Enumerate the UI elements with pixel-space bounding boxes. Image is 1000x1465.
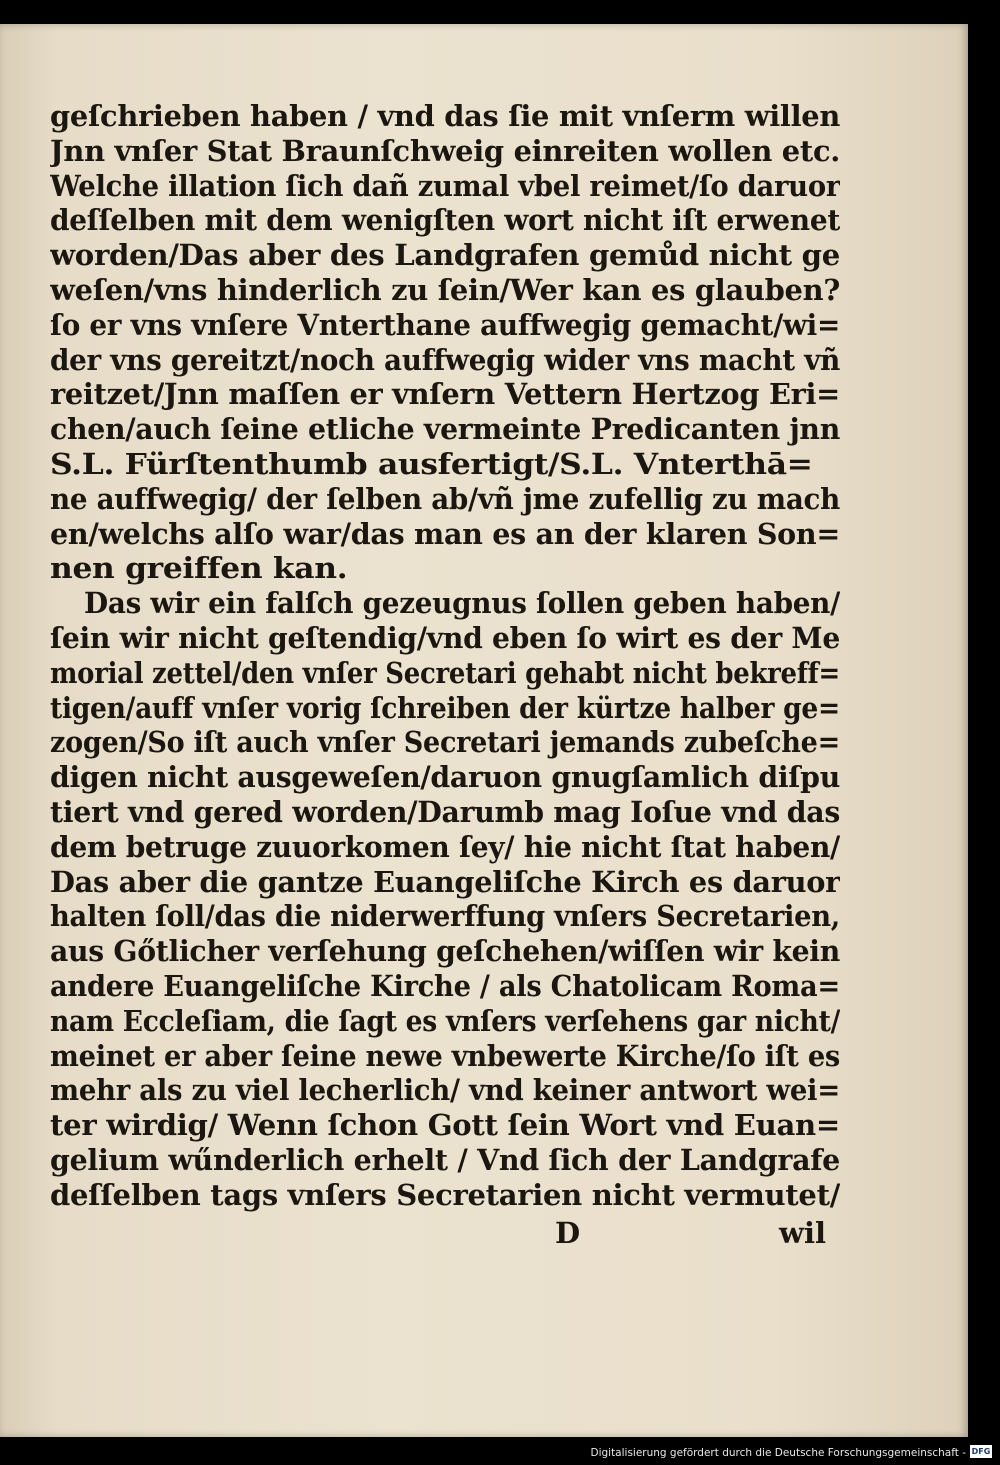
text-line: tiert vnd gered worden/Darumb mag Ioſue vnd das [50,794,840,829]
text-line: ſo er vns vnſere Vnterthane auffwegig gemacht/wi= [50,307,840,342]
text-line: en/welchs alſo war/das man es an der klaren Son= [50,516,840,551]
text-line: Das aber die gantze Euangeliſche Kirch es daruor [50,864,840,899]
text-line: deſſelben tags vnſers Secretarien nicht vermutet/ [50,1177,840,1212]
page-footer [50,1212,840,1252]
text-line: reitzet/Jnn maſſen er vnſern Vettern Hertzog Eri= [50,377,840,412]
credit-bar [0,1437,1000,1465]
text-line: chen/auch ſeine etliche vermeinte Predicanten jnn [50,412,840,447]
text-line: andere Euangeliſche Kirche / als Chatolicam Roma= [50,968,840,1003]
text-line: aus Gőtlicher verſehung geſchehen/wiſſen wir kein [50,934,840,969]
text-line: ter wirdig/ Wenn ſchon Gott ſein Wort vnd Euan= [50,1108,840,1143]
text-line: nen greiffen kan. [50,551,348,586]
text-line: halten ſoll/das die niderwerffung vnſers Secretarien, [50,899,840,934]
text-line: weſen/vns hinderlich zu ſein/Wer kan es glauben? [50,272,840,307]
text-line: deſſelben mit dem wenigſten wort nicht iſt erwenet [50,203,840,238]
funding-credit: Digitalisierung gefördert durch die Deutsche Forschungsgemeinschaft - [590,1447,966,1459]
text-line: nam Eccleſiam, die ſagt es vnſers verſehens gar nicht/ [50,1003,840,1038]
text-line: der vns gereitzt/noch auffwegig wider vns macht vñ [50,342,840,377]
text-line: digen nicht ausgeweſen/daruon gnugſamlich diſpu [50,760,840,795]
text-line: Welche illation ſich dañ zumal vbel reimet/ſo daruor [50,168,840,203]
text-line: gelium wűnderlich erhelt / Vnd ſich der Landgrafe [50,1142,840,1177]
text-line: dem betruge zuuorkomen ſey/ hie nicht ſtat haben/ [50,829,840,864]
text-line: Das wir ein falſch gezeugnus ſollen geben haben/ [84,586,840,621]
dfg-logo: DFG [971,1447,991,1456]
text-line: tigen/auff vnſer vorig ſchreiben der kürtze halber ge= [50,690,840,725]
text-line: mehr als zu viel lecherlich/ vnd keiner antwort wei= [50,1073,840,1108]
text-line: morial zettel/den vnſer Secretari gehabt nicht bekreff= [50,655,840,690]
book-page [0,24,968,1437]
catchword: wil [779,1216,826,1250]
text-line: ne auffwegig/ der ſelben ab/vñ jme zufellig zu mach [50,481,840,516]
page-text [50,99,840,1213]
text-line: worden/Das aber des Landgrafen gemůd nicht ge [50,238,840,273]
text-line: zogen/So iſt auch vnſer Secretari jemands zubeſche= [50,725,840,760]
text-line: S.L. Fürſtenthumb ausfertigt/S.L. Vnterthā= [50,446,813,481]
signature-mark: D [555,1216,581,1250]
text-line: geſchrieben haben / vnd das ſie mit vnſerm willen [50,99,840,133]
text-line: meinet er aber ſeine newe vnbewerte Kirche/ſo iſt es [50,1038,840,1073]
text-line: ſein wir nicht geſtendig/vnd eben ſo wirt es der Me [50,620,840,655]
text-line: Jnn vnſer Stat Braunſchweig einreiten wollen etc. [50,133,840,168]
